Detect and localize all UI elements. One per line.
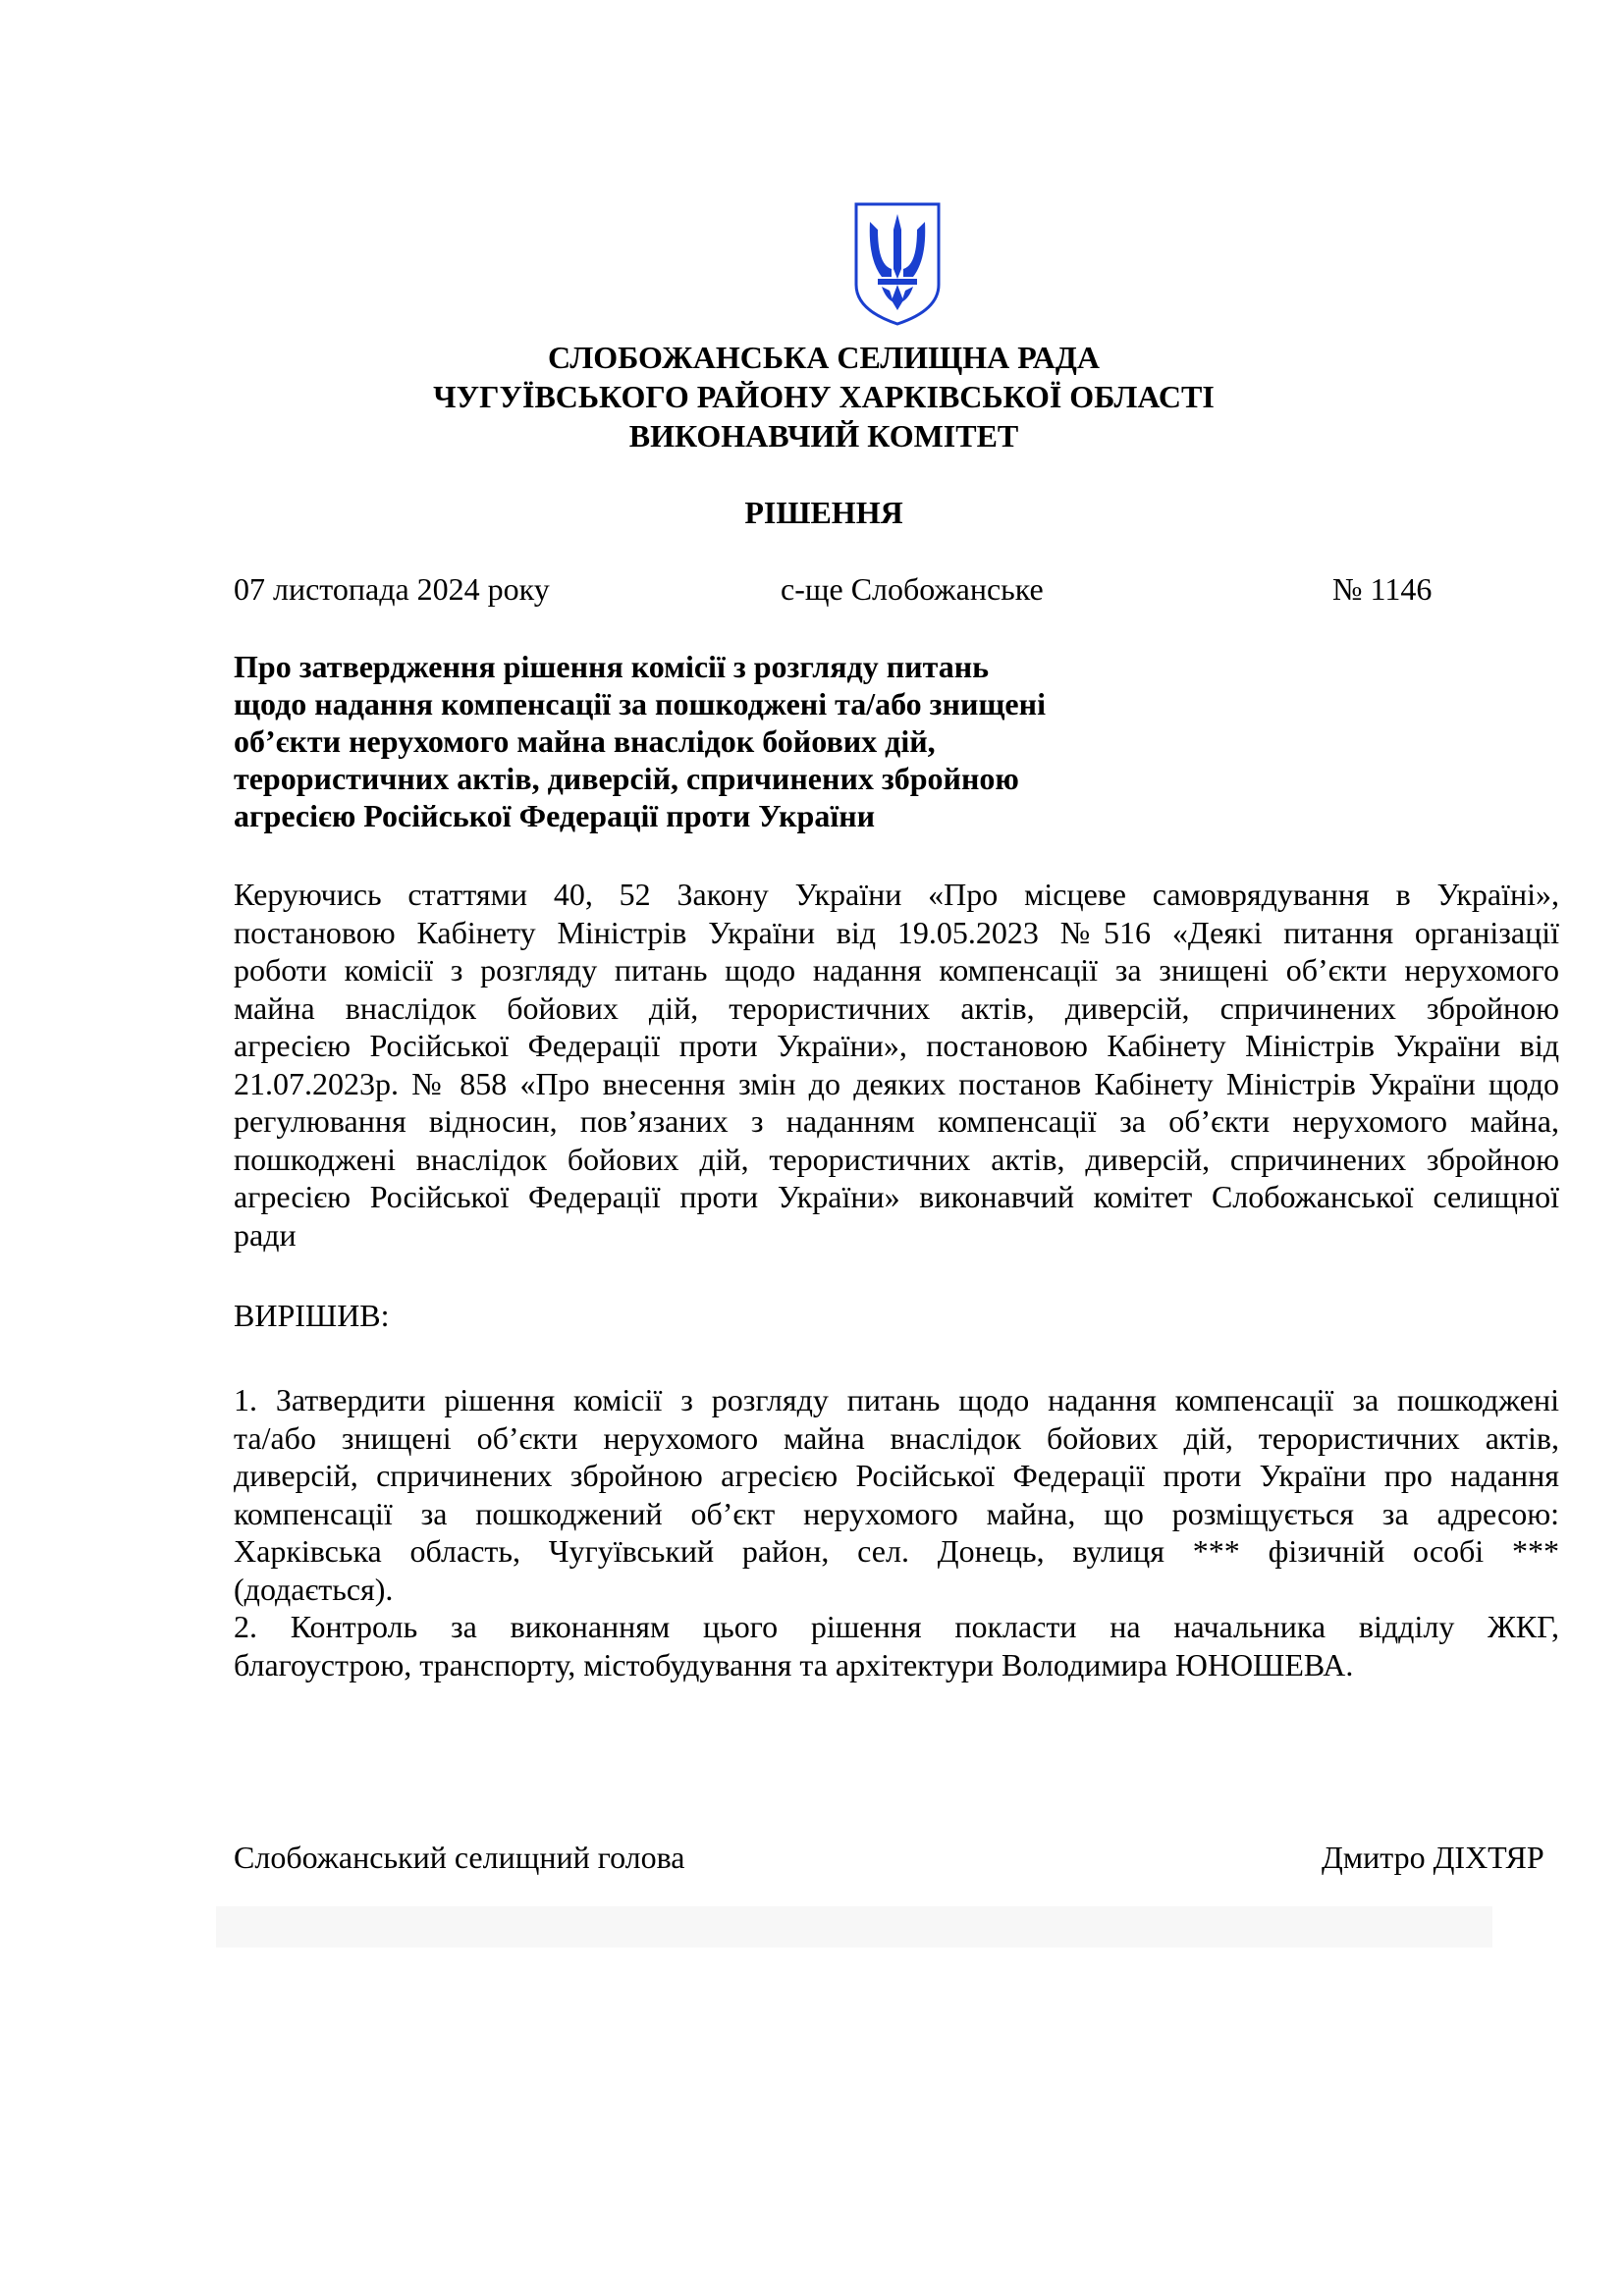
resolution-items: [234, 1381, 1559, 1683]
item-line: 2. Контроль за виконанням цього рішення покласти на начальника відділу ЖКГ,: [234, 1609, 1559, 1644]
item-line: компенсації за пошкоджений об’єкт нерухомого майна, що розміщується за адресою:: [234, 1495, 1559, 1531]
item-line: 1. Затвердити рішення комісії з розгляду питань щодо надання компенсації за пошкоджені: [234, 1382, 1559, 1417]
item-line: диверсій, спричинених збройною агресією Російської Федерації проти України про надання: [234, 1458, 1559, 1493]
committee-name: ВИКОНАВЧИЙ КОМІТЕТ: [628, 418, 1019, 454]
title-line: Про затвердження рішення комісії з розгляду питань: [234, 649, 990, 684]
title-line: об’єкти нерухомого майна внаслідок бойових дій,: [234, 723, 936, 759]
item-line: та/або знищені об’єкти нерухомого майна внаслідок бойових дій, терористичних актів,: [234, 1419, 1559, 1456]
text-line: постановою Кабінету Міністрів України від 19.05.2023 №516 «Деякі питання організації: [234, 914, 1559, 950]
signatory-position: Слобожанський селищний голова: [234, 1840, 685, 1875]
scan-artifact: [216, 1906, 1492, 1948]
text-line: 21.07.2023р. № 858 «Про внесення змін до деяких постанов Кабінету Міністрів України щодо: [234, 1065, 1559, 1101]
title-line: щодо надання компенсації за пошкоджені та/або знищені: [234, 686, 1046, 721]
text-line: ради: [234, 1216, 297, 1253]
text-line: агресією Російської Федерації проти України» виконавчий комітет Слобожанської селищної: [234, 1179, 1559, 1214]
text-line: роботи комісії з розгляду питань щодо надання компенсації за знищені об’єкти нерухомого: [234, 952, 1559, 988]
title-line: агресією Російської Федерації проти України: [234, 798, 876, 833]
decision-date: 07 листопада 2024 року: [234, 571, 550, 607]
council-name: СЛОБОЖАНСЬКА СЕЛИЩНА РАДА: [548, 340, 1100, 375]
item-line: благоустрою, транспорту, містобудування та архітектури Володимира ЮНОШЕВА.: [234, 1646, 1354, 1682]
coat-of-arms-icon: [852, 200, 943, 328]
text-line: майна внаслідок бойових дій, терористичних актів, диверсій, спричинених збройною: [234, 989, 1559, 1026]
district-name: ЧУГУЇВСЬКОГО РАЙОНУ ХАРКІВСЬКОЇ ОБЛАСТІ: [433, 379, 1215, 414]
signatory-name: Дмитро ДІХТЯР: [1322, 1840, 1544, 1875]
decision-title: [234, 648, 1117, 834]
document-type: РІШЕННЯ: [744, 495, 903, 530]
item-line: Харківська область, Чугуївський район, сел. Донець, вулиця *** фізичній особі ***: [234, 1533, 1559, 1569]
item-line: (додається).: [234, 1571, 394, 1607]
preamble-paragraph: [234, 876, 1559, 1254]
decision-place: с-ще Слобожанське: [781, 571, 1044, 607]
text-line: пошкоджені внаслідок бойових дій, терористичних актів, диверсій, спричинених збройною: [234, 1141, 1559, 1177]
title-line: терористичних актів, диверсій, спричинених збройною: [234, 761, 1019, 796]
text-line: Керуючись статтями 40, 52 Закону України «Про місцеве самоврядування в Україні»,: [234, 877, 1559, 912]
decision-number: № 1146: [1332, 571, 1433, 607]
resolved-label: ВИРІШИВ:: [234, 1298, 390, 1333]
text-line: регулювання відносин, пов’язаних з наданням компенсації за об’єкти нерухомого майна,: [234, 1103, 1559, 1139]
text-line: агресією Російської Федерації проти України», постановою Кабінету Міністрів України від: [234, 1028, 1559, 1063]
